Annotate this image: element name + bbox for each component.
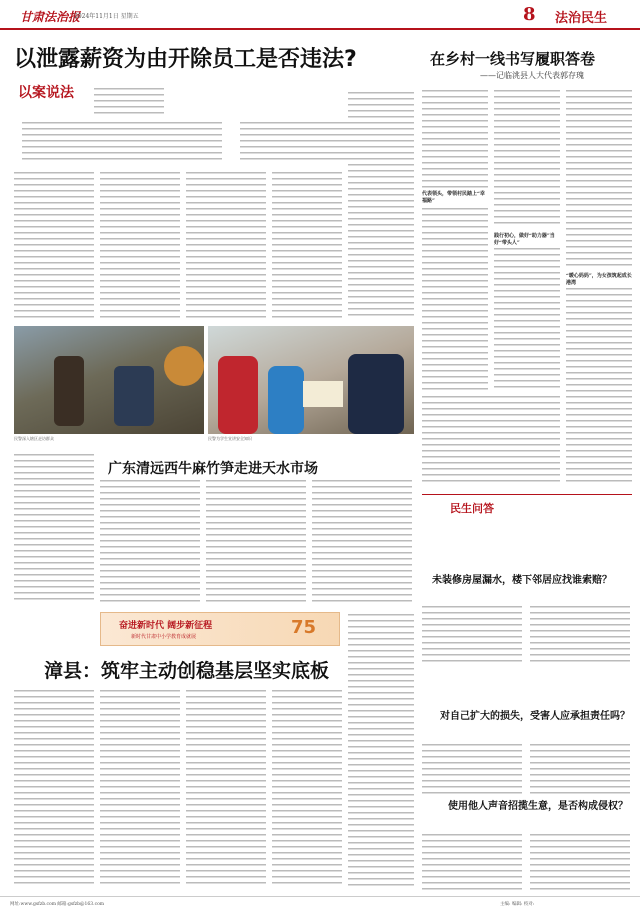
- anniversary-banner: 奋进新时代 阔步新征程 新时代甘肃中小学教育成就展 75: [100, 612, 340, 646]
- banner-title: 奋进新时代 阔步新征程: [119, 621, 213, 631]
- article2-sub3: “暖心妈妈”，为女孩筑起成长港湾: [566, 273, 632, 286]
- photo-school-children: [208, 326, 414, 434]
- section-name: 法治民生: [555, 11, 608, 26]
- qa-question-1: 未装修房屋漏水，楼下邻居应找谁索赔？: [432, 575, 612, 586]
- page-footer: [0, 896, 640, 911]
- article1-body-col2: [100, 170, 180, 320]
- photo1-caption: 民警深入辖区走访群众: [14, 436, 54, 441]
- qa-column-label: 民生问答: [450, 502, 494, 515]
- column-logo: [18, 82, 88, 110]
- photo2-caption: 民警为学生宣讲安全知识: [208, 436, 252, 441]
- issue-date: 2024年11月1日 星期五: [74, 13, 139, 20]
- paper-name: 甘肃法治报: [20, 10, 81, 24]
- article1-body-col3: [186, 170, 266, 320]
- footer-right: 主编: 编辑: 校对:: [500, 902, 535, 907]
- banner-subtitle: 新时代甘肃中小学教育成就展: [131, 634, 197, 640]
- article3-body-col4: [312, 478, 412, 602]
- article1-headline: 以泄露薪资为由开除员工是否违法?: [14, 47, 357, 72]
- qa-answer-3b: [530, 832, 630, 890]
- article2-body-col1a: [422, 88, 488, 188]
- article3-body-col2: [100, 478, 200, 602]
- article2-headline: 在乡村一线书写履职答卷: [430, 50, 596, 68]
- article4-body-col5: [348, 612, 414, 888]
- qa-question-3: 使用他人声音招揽生意，是否构成侵权？: [448, 801, 628, 812]
- article1-body-col4: [272, 170, 342, 320]
- article1-byline: [94, 86, 164, 114]
- article3-body-col1: [14, 452, 94, 602]
- article2-body-tail: [422, 394, 560, 486]
- article2-body-col2a: [494, 88, 560, 228]
- qa-answer-2a: [422, 742, 522, 796]
- article4-body-col1: [14, 688, 94, 888]
- article3-headline: 广东清远西牛麻竹笋走进天水市场: [108, 461, 318, 477]
- qa-answer-1a: [422, 604, 522, 664]
- qa-answer-3a: [422, 832, 522, 890]
- page-number: 8: [523, 4, 536, 25]
- article4-body-col3: [186, 688, 266, 888]
- qa-answer-2b: [530, 742, 630, 796]
- photo-village-visit: [14, 326, 204, 434]
- article2-subheadline: ——记临洮县人大代表郭存瑰: [480, 71, 584, 80]
- article2-sub2: 践行初心，做好“助力器”当好“带头人”: [494, 233, 555, 246]
- article2-body-col2b: [494, 246, 560, 390]
- article4-headline: 漳县：筑牢主动创稳基层坚实底板: [44, 660, 330, 682]
- footer-left: 网址:www.gsfzb.com 邮箱:gsfzb@163.com: [10, 902, 105, 907]
- article1-body-col5: [348, 90, 414, 320]
- article4-body-col2: [100, 688, 180, 888]
- article2-body-col1b: [422, 206, 488, 390]
- qa-question-2: 对自己扩大的损失，受害人应承担责任吗？: [440, 711, 630, 722]
- article3-body-col3: [206, 478, 306, 602]
- qa-answer-1b: [530, 604, 630, 664]
- article1-body-col1: [14, 170, 94, 320]
- qa-column-logo: [450, 500, 520, 522]
- article2-sub1: 代表领头，带领村民踏上“幸福路”: [422, 191, 485, 204]
- masthead: [0, 0, 640, 30]
- article1-summary: [22, 120, 222, 162]
- article2-body-col3a: [566, 88, 632, 268]
- article4-body-col4: [272, 688, 342, 888]
- column-label: 以案说法: [18, 85, 74, 101]
- article2-body-col3b: [566, 286, 632, 486]
